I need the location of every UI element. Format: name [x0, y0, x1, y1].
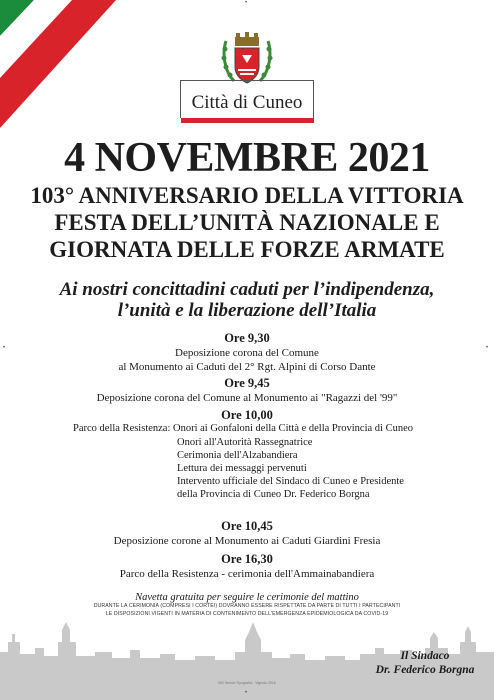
festival-title: FESTA DELL’UNITÀ NAZIONALE E — [54, 210, 440, 235]
armed-forces-title: GIORNATA DELLE FORZE ARMATE — [49, 237, 445, 262]
dedication-line-2: l’unità e la liberazione dell’Italia — [117, 300, 377, 321]
logo-red-bar — [181, 118, 314, 123]
event-desc-1a: Deposizione corona del Comune — [175, 347, 319, 359]
dedication-line-1: Ai nostri concittadini caduti per l’indipendenza, — [59, 279, 435, 300]
city-logo-box — [180, 80, 314, 118]
registration-mark: • — [245, 690, 248, 696]
event-sub-item: Cerimonia dell'Alzabandiera — [177, 450, 298, 461]
registration-mark: • — [486, 345, 489, 351]
covid-note-line-1: DURANTE LA CERIMONIA (COMPRESI I CORTEI) DOVRANNO ESSERE RISPETTATE DA PARTE DI TUTTI I PARTECIPANTI — [93, 603, 401, 609]
date-title: 4 NOVEMBRE 2021 — [64, 135, 430, 181]
registration-mark: • — [3, 345, 6, 351]
event-sub-item: della Provincia di Cuneo Dr. Federico Borgna — [177, 489, 370, 500]
event-desc-4: Deposizione corone al Monumento ai Caduti Giardini Fresia — [113, 535, 381, 547]
covid-note-line-2: LE DISPOSIZIONI VIGENTI IN MATERIA DI CONTENIMENTO DELL'EMERGENZA EPIDEMIOLOGICA DA COVID-19 — [105, 611, 389, 617]
event-desc-3: Parco della Resistenza: Onori ai Gonfaloni della Città e della Provincia di Cuneo — [73, 423, 413, 434]
registration-mark: • — [245, 0, 248, 6]
event-sub-item: Intervento ufficiale del Sindaco di Cuneo e Presidente — [177, 476, 404, 487]
print-credit: MG Servizi Tipografici - Vignolo 2016 — [218, 681, 276, 685]
italian-flag-ribbon — [0, 0, 130, 145]
event-time-2: Ore 9,45 — [224, 376, 270, 390]
event-sub-item: Onori all'Autorità Rassegnatrice — [177, 437, 313, 448]
event-time-1: Ore 9,30 — [224, 331, 270, 345]
anniversary-title: 103° ANNIVERSARIO DELLA VITTORIA — [30, 183, 464, 208]
event-desc-5: Parco della Resistenza - cerimonia dell'Ammainabandiera — [119, 568, 375, 580]
signature-title: Il Sindaco — [400, 650, 450, 662]
event-time-3: Ore 10,00 — [221, 408, 273, 422]
city-name: Città di Cuneo — [191, 92, 303, 113]
event-desc-2: Deposizione corona del Comune al Monumento ai "Ragazzi del '99" — [96, 392, 398, 404]
event-sub-item: Lettura dei messaggi pervenuti — [177, 463, 307, 474]
event-time-5: Ore 16,30 — [221, 552, 273, 566]
shuttle-note: Navetta gratuita per seguire le cerimonie del mattino — [135, 592, 359, 603]
event-time-4: Ore 10,45 — [221, 519, 273, 533]
signature-name: Dr. Federico Borgna — [375, 664, 475, 676]
event-desc-1b: al Monumento ai Caduti del 2° Rgt. Alpini di Corso Dante — [118, 361, 376, 373]
